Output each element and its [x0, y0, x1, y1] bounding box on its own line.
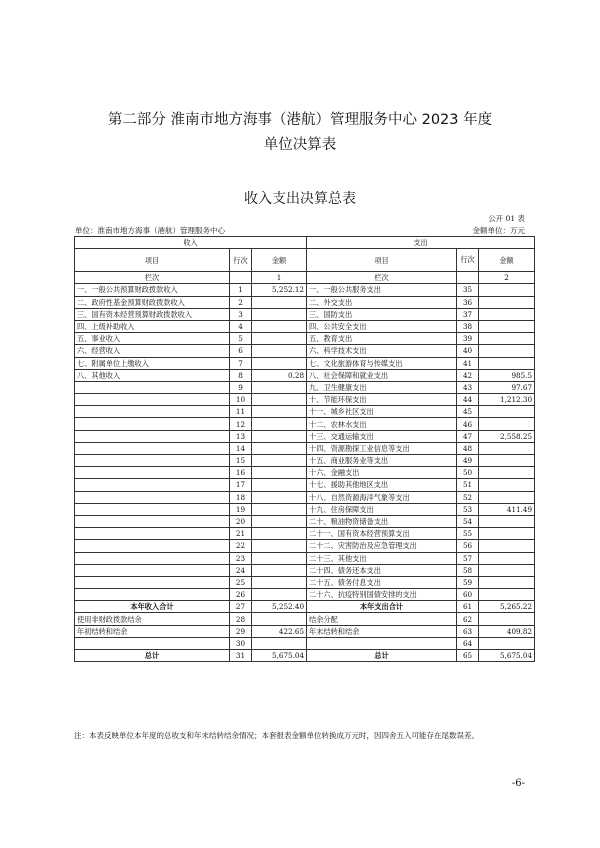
- income-item: [75, 515, 230, 527]
- page-number: -6-: [511, 778, 525, 789]
- income-col-number: 1: [252, 272, 307, 284]
- income-amount: 5,252.12: [252, 284, 307, 296]
- income-item: 二、政府性基金预算财政拨款收入: [75, 296, 230, 308]
- expense-item: 十六、金融支出: [307, 467, 457, 479]
- income-row-number: 31: [230, 650, 252, 662]
- expense-row-number: 48: [457, 442, 479, 454]
- section-subtitle: 单位决算表: [263, 137, 337, 153]
- table-row: [75, 625, 535, 637]
- table-row: [75, 308, 535, 320]
- expense-item: 五、教育支出: [307, 333, 457, 345]
- expense-row-number: 57: [457, 552, 479, 564]
- expense-amount: [479, 467, 535, 479]
- income-row-number: 7: [230, 357, 252, 369]
- income-amount: [252, 442, 307, 454]
- expense-row-number: 40: [457, 345, 479, 357]
- expense-row-number: 60: [457, 589, 479, 601]
- expense-item: 本年支出合计: [307, 601, 457, 613]
- income-row-number: 6: [230, 345, 252, 357]
- expense-item: 八、社会保障和就业支出: [307, 369, 457, 381]
- income-item: 六、经营收入: [75, 345, 230, 357]
- income-amount: [252, 491, 307, 503]
- income-row-number: 12: [230, 418, 252, 430]
- expense-item: 二十一、国有资本经营预算支出: [307, 528, 457, 540]
- income-item: 五、事业收入: [75, 333, 230, 345]
- income-item: [75, 564, 230, 576]
- table-row: [75, 357, 535, 369]
- expense-amount: [479, 540, 535, 552]
- income-amount: [252, 345, 307, 357]
- expense-item: 二十三、其他支出: [307, 552, 457, 564]
- expense-item: 总计: [307, 650, 457, 662]
- expense-item: 十四、资源勘探工业信息等支出: [307, 442, 457, 454]
- expense-amount: 2,558.25: [479, 430, 535, 442]
- income-item: 七、附属单位上缴收入: [75, 357, 230, 369]
- table-row: [75, 601, 535, 613]
- income-row-number: 8: [230, 369, 252, 381]
- income-item: [75, 540, 230, 552]
- income-amount: [252, 503, 307, 515]
- income-expense-table: [74, 236, 535, 662]
- income-item: [75, 552, 230, 564]
- income-amount: [252, 357, 307, 369]
- expense-item: [307, 637, 457, 649]
- expense-item: 二十五、债务付息支出: [307, 576, 457, 588]
- income-row-number: 25: [230, 576, 252, 588]
- table-row: [75, 345, 535, 357]
- income-row-number: 3: [230, 308, 252, 320]
- expense-amount: [479, 333, 535, 345]
- expense-amount: [479, 479, 535, 491]
- expense-row-number: 45: [457, 406, 479, 418]
- income-amount: [252, 394, 307, 406]
- income-row-number: 20: [230, 515, 252, 527]
- expense-amount: 97.67: [479, 381, 535, 393]
- income-item: [75, 406, 230, 418]
- expense-item: 一、一般公共服务支出: [307, 284, 457, 296]
- expense-row-number: 63: [457, 625, 479, 637]
- money-unit: 金额单位：万元: [472, 226, 525, 235]
- table-row: [75, 418, 535, 430]
- expense-row-number: 44: [457, 394, 479, 406]
- expense-amount: [479, 284, 535, 296]
- expense-row-number: 62: [457, 613, 479, 625]
- income-row-number: 15: [230, 455, 252, 467]
- form-number: 公开 01 表: [488, 214, 525, 223]
- table-row: [75, 515, 535, 527]
- income-amount: [252, 479, 307, 491]
- expense-amount: [479, 455, 535, 467]
- table-row: [75, 650, 535, 662]
- expense-col-label: 栏次: [307, 272, 457, 284]
- table-row: [75, 406, 535, 418]
- expense-amount: [479, 528, 535, 540]
- income-amount: [252, 455, 307, 467]
- income-row-number: 5: [230, 333, 252, 345]
- income-item: [75, 637, 230, 649]
- expense-header: 支出: [307, 237, 535, 249]
- income-amount: 0.28: [252, 369, 307, 381]
- expense-item: 二十二、灾害防治及应急管理支出: [307, 540, 457, 552]
- table-row: [75, 381, 535, 393]
- table-row: [75, 637, 535, 649]
- income-item: 总计: [75, 650, 230, 662]
- expense-amount: [479, 308, 535, 320]
- expense-item: 二十四、债务还本支出: [307, 564, 457, 576]
- expense-amount: [479, 357, 535, 369]
- table-row: [75, 455, 535, 467]
- income-amount: [252, 308, 307, 320]
- expense-item: 十二、农林水支出: [307, 418, 457, 430]
- expense-amount: 985.5: [479, 369, 535, 381]
- expense-row-number: 36: [457, 296, 479, 308]
- income-amount: [252, 528, 307, 540]
- expense-row-number: 58: [457, 564, 479, 576]
- expense-row-number: 37: [457, 308, 479, 320]
- income-row-number: 23: [230, 552, 252, 564]
- expense-item: 十、节能环保支出: [307, 394, 457, 406]
- table-row: [75, 479, 535, 491]
- expense-amount: 1,212.30: [479, 394, 535, 406]
- table-note: 注：本表反映单位本年度的总收支和年末结转结余情况；本套报表金额单位转换成万元时，因四舍五入可能存在尾数误差。: [74, 731, 479, 740]
- expense-row-number: 49: [457, 455, 479, 467]
- table-row: [75, 540, 535, 552]
- expense-row-number: 54: [457, 515, 479, 527]
- table-row: [75, 320, 535, 332]
- expense-item: 六、科学技术支出: [307, 345, 457, 357]
- table-row: [75, 589, 535, 601]
- expense-row-number: 55: [457, 528, 479, 540]
- expense-row-number: 65: [457, 650, 479, 662]
- expense-amount: [479, 613, 535, 625]
- income-amount: [252, 540, 307, 552]
- expense-row-number: 50: [457, 467, 479, 479]
- table-row: [75, 333, 535, 345]
- income-row-number: 26: [230, 589, 252, 601]
- income-item: 使用非财政拨款结余: [75, 613, 230, 625]
- expense-row-number: 46: [457, 418, 479, 430]
- expense-col-number: 2: [479, 272, 535, 284]
- expense-item: 七、文化旅游体育与传媒支出: [307, 357, 457, 369]
- table-title: 收入支出决算总表: [244, 191, 356, 207]
- income-amount-header: 金额: [252, 249, 307, 272]
- expense-item: 二、外交支出: [307, 296, 457, 308]
- expense-item: 四、公共安全支出: [307, 320, 457, 332]
- expense-amount: [479, 442, 535, 454]
- income-item: [75, 576, 230, 588]
- expense-rowno-header: 行次: [457, 249, 479, 272]
- expense-item-header: 项目: [307, 249, 457, 272]
- income-item: [75, 455, 230, 467]
- income-row-number: 29: [230, 625, 252, 637]
- expense-amount: [479, 589, 535, 601]
- expense-item: 十五、商业服务业等支出: [307, 455, 457, 467]
- expense-item: 二十、粮油物资储备支出: [307, 515, 457, 527]
- expense-amount: [479, 564, 535, 576]
- expense-amount: [479, 515, 535, 527]
- expense-row-number: 53: [457, 503, 479, 515]
- expense-item: 十八、自然资源海洋气象等支出: [307, 491, 457, 503]
- income-amount: 5,675.04: [252, 650, 307, 662]
- expense-row-number: 59: [457, 576, 479, 588]
- income-row-number: 30: [230, 637, 252, 649]
- expense-row-number: 61: [457, 601, 479, 613]
- expense-item: 十九、住房保障支出: [307, 503, 457, 515]
- expense-row-number: 52: [457, 491, 479, 503]
- table-row: [75, 491, 535, 503]
- income-amount: [252, 430, 307, 442]
- income-amount: [252, 333, 307, 345]
- income-row-number: 11: [230, 406, 252, 418]
- income-item: [75, 381, 230, 393]
- income-row-number: 21: [230, 528, 252, 540]
- income-row-number: 24: [230, 564, 252, 576]
- income-amount: [252, 381, 307, 393]
- expense-amount: [479, 406, 535, 418]
- income-amount: [252, 320, 307, 332]
- expense-item: 结余分配: [307, 613, 457, 625]
- expense-item: 九、卫生健康支出: [307, 381, 457, 393]
- income-row-number: 18: [230, 491, 252, 503]
- income-row-number: 4: [230, 320, 252, 332]
- expense-row-number: 47: [457, 430, 479, 442]
- table-row: [75, 467, 535, 479]
- income-item: 三、国有资本经营预算财政拨款收入: [75, 308, 230, 320]
- income-row-number: 22: [230, 540, 252, 552]
- expense-row-number: 35: [457, 284, 479, 296]
- expense-amount: [479, 576, 535, 588]
- income-row-number: 27: [230, 601, 252, 613]
- income-amount: [252, 637, 307, 649]
- expense-amount: 409.82: [479, 625, 535, 637]
- income-item: 一、一般公共预算财政拨款收入: [75, 284, 230, 296]
- table-row: [75, 394, 535, 406]
- income-row-number: 10: [230, 394, 252, 406]
- expense-amount: [479, 418, 535, 430]
- income-item: 本年收入合计: [75, 601, 230, 613]
- expense-row-number: 64: [457, 637, 479, 649]
- income-item: [75, 467, 230, 479]
- table-row: [75, 284, 535, 296]
- expense-row-number: 39: [457, 333, 479, 345]
- income-amount: 5,252.40: [252, 601, 307, 613]
- income-amount: [252, 613, 307, 625]
- income-amount: [252, 515, 307, 527]
- table-row: [75, 564, 535, 576]
- income-item: 八、其他收入: [75, 369, 230, 381]
- table-row: [75, 442, 535, 454]
- table-row: [75, 552, 535, 564]
- expense-amount: [479, 296, 535, 308]
- income-item: [75, 528, 230, 540]
- income-row-number: 9: [230, 381, 252, 393]
- income-item: [75, 491, 230, 503]
- income-item: [75, 394, 230, 406]
- table-row: [75, 613, 535, 625]
- income-header: 收入: [75, 237, 307, 249]
- expense-row-number: 51: [457, 479, 479, 491]
- expense-item: 年末结转和结余: [307, 625, 457, 637]
- income-row-number: 1: [230, 284, 252, 296]
- section-title: 第二部分 淮南市地方海事（港航）管理服务中心 2023 年度: [107, 112, 493, 128]
- table-row: [75, 528, 535, 540]
- income-row-number: 16: [230, 467, 252, 479]
- income-amount: 422.65: [252, 625, 307, 637]
- table-row: [75, 296, 535, 308]
- expense-amount: [479, 637, 535, 649]
- table-row: [75, 503, 535, 515]
- expense-item: 十一、城乡社区支出: [307, 406, 457, 418]
- expense-row-number: 38: [457, 320, 479, 332]
- expense-amount: 5,265.22: [479, 601, 535, 613]
- income-item: [75, 589, 230, 601]
- income-rowno-header: 行次: [230, 249, 252, 272]
- expense-amount: 5,675.04: [479, 650, 535, 662]
- expense-amount: [479, 345, 535, 357]
- expense-row-number: 41: [457, 357, 479, 369]
- income-amount: [252, 296, 307, 308]
- income-amount: [252, 418, 307, 430]
- expense-amount: [479, 552, 535, 564]
- expense-item: 三、国防支出: [307, 308, 457, 320]
- table-row: [75, 576, 535, 588]
- income-row-number: 2: [230, 296, 252, 308]
- table-row: [75, 430, 535, 442]
- income-item: [75, 442, 230, 454]
- expense-row-number: 43: [457, 381, 479, 393]
- income-amount: [252, 406, 307, 418]
- income-item: [75, 418, 230, 430]
- income-amount: [252, 576, 307, 588]
- expense-row-number: 56: [457, 540, 479, 552]
- unit-label: 单位：淮南市地方海事（港航）管理服务中心: [75, 226, 225, 235]
- income-item: [75, 430, 230, 442]
- income-item-header: 项目: [75, 249, 230, 272]
- income-amount: [252, 589, 307, 601]
- income-row-number: 17: [230, 479, 252, 491]
- expense-item: 十七、援助其他地区支出: [307, 479, 457, 491]
- expense-amount-header: 金额: [479, 249, 535, 272]
- expense-amount: [479, 320, 535, 332]
- income-item: 四、上级补助收入: [75, 320, 230, 332]
- income-amount: [252, 564, 307, 576]
- expense-amount: [479, 491, 535, 503]
- income-col-label: 栏次: [75, 272, 230, 284]
- expense-row-number: 42: [457, 369, 479, 381]
- income-item: 年初结转和结余: [75, 625, 230, 637]
- income-row-number: 19: [230, 503, 252, 515]
- income-item: [75, 479, 230, 491]
- expense-amount: 411.49: [479, 503, 535, 515]
- income-amount: [252, 467, 307, 479]
- income-row-number: 28: [230, 613, 252, 625]
- income-row-number: 14: [230, 442, 252, 454]
- income-item: [75, 503, 230, 515]
- expense-item: 十三、交通运输支出: [307, 430, 457, 442]
- income-amount: [252, 552, 307, 564]
- expense-item: 二十六、抗疫特别国债安排的支出: [307, 589, 457, 601]
- table-row: [75, 369, 535, 381]
- income-row-number: 13: [230, 430, 252, 442]
